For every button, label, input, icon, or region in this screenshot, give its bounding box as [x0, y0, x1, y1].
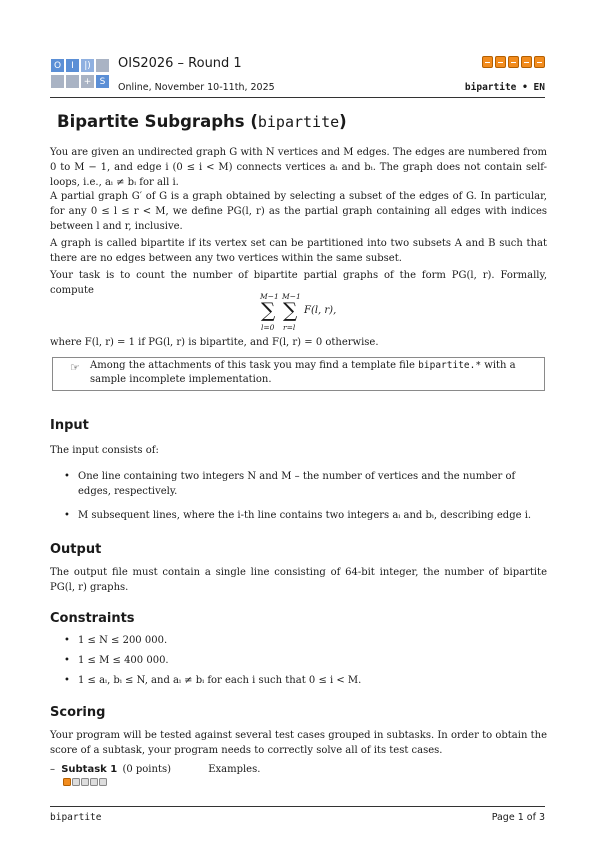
difficulty-star-icon [495, 56, 506, 68]
statement-paragraph-3: A graph is called bipartite if its vertex set can be partitioned into two subsets A and B such that there are no edges between any two vertices within the same subset. [50, 238, 547, 264]
task-title-close: ) [339, 112, 347, 131]
subtask-star-icon [81, 778, 89, 786]
note-text-after: with a sample incomplete implementation. [90, 360, 516, 385]
sum-lower-2: r=l [283, 323, 296, 332]
difficulty-star-icon [508, 56, 519, 68]
difficulty-star-icon [521, 56, 532, 68]
scoring-heading: Scoring [50, 705, 106, 720]
input-list [64, 469, 534, 523]
output-text: The output file must contain a single line consisting of 64-bit integer, the number of bipartite PG(l, r) graphs. [50, 567, 547, 593]
pointing-hand-icon: ☞ [70, 361, 80, 374]
template-file-name: bipartite.* [418, 360, 482, 371]
sum-lower-1: l=0 [261, 323, 275, 332]
statement-paragraph-4: Your task is to count the number of bipartite partial graphs of the form PG(l, r). Formally, compute [50, 270, 547, 296]
difficulty-star-icon [482, 56, 493, 68]
constraints-list [64, 633, 534, 688]
constraints-heading: Constraints [50, 611, 135, 626]
input-intro: The input consists of: [50, 445, 159, 456]
input-heading: Input [50, 418, 89, 433]
sum-upper-1: M−1 [260, 292, 279, 301]
subtask-difficulty [63, 778, 107, 786]
logo-cell-o: O [51, 59, 64, 72]
logo-cell-blank3 [66, 75, 79, 88]
sum-body: F(l, r), [304, 305, 337, 316]
summation-formula [258, 292, 378, 334]
page-number: Page 1 of 3 [491, 812, 545, 823]
statement-paragraph-1: You are given an undirected graph G with N vertices and M edges. The edges are numbered from 0 to M − 1, and edge i (0 ≤ i < M) connects vertices aᵢ and bᵢ. The graph does not contain self-loops, i.e., aᵢ ≠ bᵢ for all i. [50, 147, 547, 188]
task-title-code: bipartite [257, 113, 340, 131]
footer-task-name: bipartite [50, 812, 102, 823]
list-item: • M subsequent lines, where the i-th line contains two integers aᵢ and bᵢ, describing edge i. [64, 508, 534, 523]
task-language: bipartite • EN [464, 82, 545, 93]
output-heading: Output [50, 542, 102, 557]
contest-logo [51, 59, 111, 89]
list-item: • 1 ≤ aᵢ, bᵢ ≤ N, and aᵢ ≠ bᵢ for each i such that 0 ≤ i < M. [64, 673, 534, 688]
task-title [57, 112, 347, 131]
footer-rule [50, 806, 545, 807]
subtask-star-icon [90, 778, 98, 786]
subtask-dash: – [50, 764, 55, 775]
contest-date: Online, November 10-11th, 2025 [118, 82, 275, 93]
subtask-name: Subtask 1 [61, 764, 118, 775]
difficulty-stars [482, 56, 545, 68]
list-item: • 1 ≤ N ≤ 200 000. [64, 633, 534, 648]
logo-cell-bar: |) [81, 59, 94, 72]
sigma-icon: ∑ [261, 298, 276, 322]
subtask-star-icon [72, 778, 80, 786]
subtask-points: (0 points) [122, 764, 171, 775]
sigma-icon: ∑ [283, 298, 298, 322]
subtask-description: Examples. [208, 764, 261, 775]
header-rule [50, 97, 545, 98]
subtask-star-icon [63, 778, 71, 786]
note-text-before: Among the attachments of this task you may find a template file [90, 360, 419, 371]
task-title-text: Bipartite Subgraphs ( [57, 112, 258, 131]
list-item: • 1 ≤ M ≤ 400 000. [64, 653, 534, 668]
scoring-text: Your program will be tested against several test cases grouped in subtasks. In order to obtain the score of a subtask, your program needs to correctly solve all of its test cases. [50, 730, 547, 756]
logo-cell-blank2 [51, 75, 64, 88]
statement-paragraph-2: A partial graph G′ of G is a graph obtained by selecting a subset of the edges of G. In particular, for any 0 ≤ l ≤ r < M, we define PG(l, r) as the partial graph containing all edges with indices between l and r, inclusive. [50, 191, 547, 232]
statement-paragraph-5: where F(l, r) = 1 if PG(l, r) is bipartite, and F(l, r) = 0 otherwise. [50, 337, 379, 348]
contest-title: OIS2026 – Round 1 [118, 56, 242, 71]
attachment-note-text [90, 359, 535, 387]
subtask-row [50, 764, 260, 775]
logo-cell-s: S [96, 75, 109, 88]
logo-cell-i: I [66, 59, 79, 72]
subtask-star-icon [99, 778, 107, 786]
list-item: • One line containing two integers N and M – the number of vertices and the number of edges, respectively. [64, 469, 534, 499]
sum-upper-2: M−1 [282, 292, 301, 301]
difficulty-star-icon [534, 56, 545, 68]
logo-cell-blank1 [96, 59, 109, 72]
logo-cell-plus: + [81, 75, 94, 88]
